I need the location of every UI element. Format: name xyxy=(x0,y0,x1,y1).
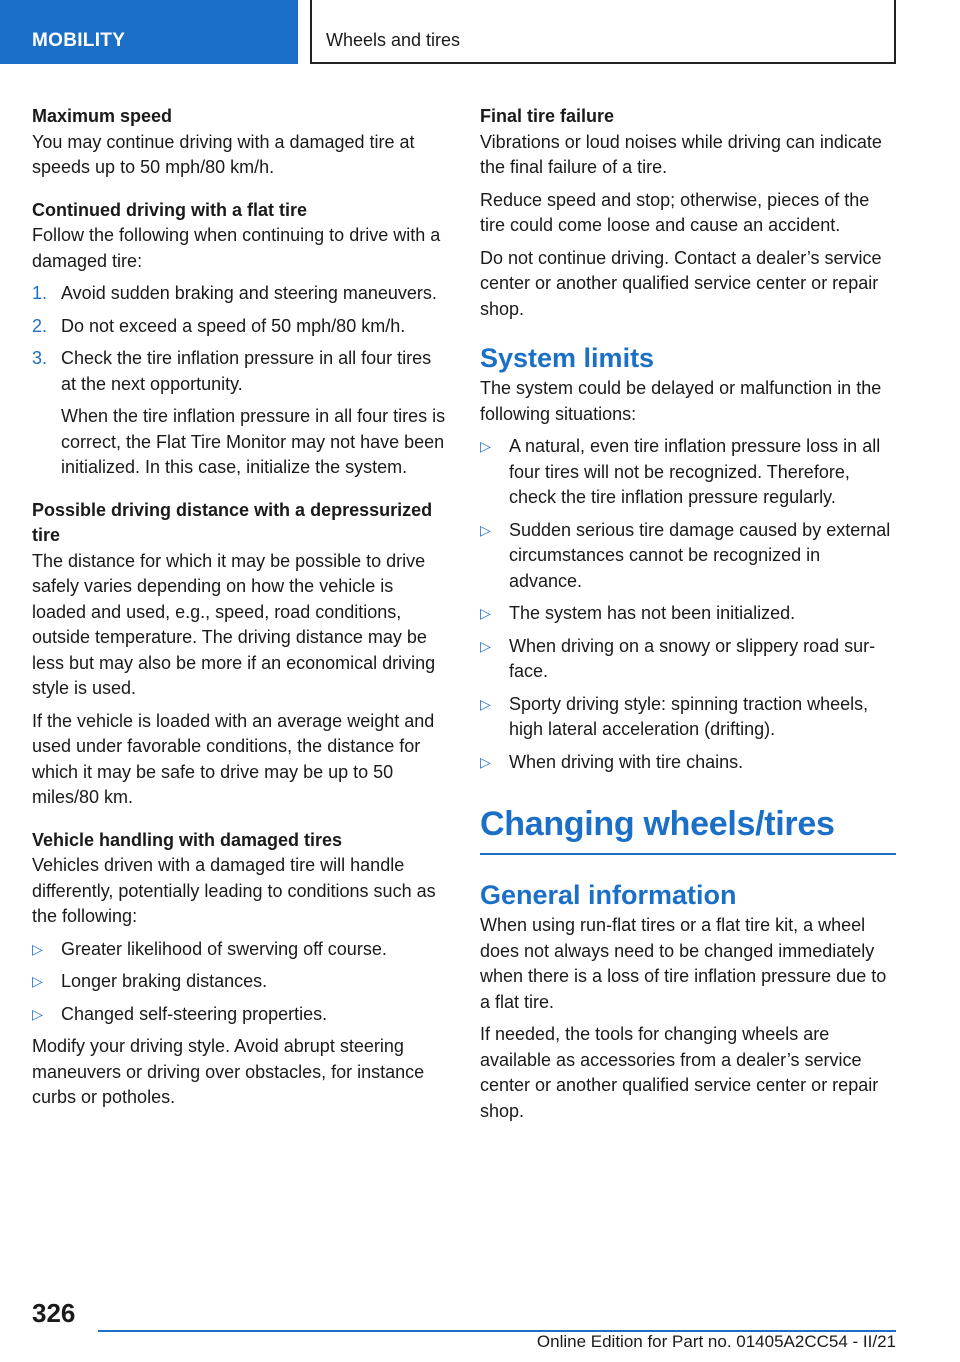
general-information-p1: When using run-flat tires or a flat tire kit, a wheel does not always need to be changed immediately when there is a loss of tire inflation pressure due to a flat tire. xyxy=(480,915,887,1012)
system-limits-intro: The system could be delayed or malfunction in the following situations: xyxy=(480,378,882,424)
footer-edition: Online Edition for Part no. 01405A2CC54 - II/21 xyxy=(536,1332,896,1351)
right-column xyxy=(480,104,896,1131)
page-number: 326 xyxy=(32,1298,76,1328)
system-limits-heading: System limits xyxy=(480,343,655,373)
step-number: 3. xyxy=(32,348,48,368)
left-column xyxy=(32,104,450,1111)
list-item-text: Sporty driving style: spinning traction wheels, high lateral acceleration (drifting). xyxy=(509,693,869,739)
handling-list xyxy=(32,937,450,1028)
final-failure-p2: Reduce speed and stop; otherwise, pieces of the tire could come loose and cause an accident. xyxy=(480,189,870,235)
list-item-text: Changed self-steering properties. xyxy=(61,1003,328,1024)
triangle-bullet-icon: ▷ xyxy=(480,637,491,654)
steps-list xyxy=(32,281,450,397)
general-information-p2: If needed, the tools for changing wheels are available as accessories from a dealer’s service center or another qualified service center or repair shop. xyxy=(480,1024,879,1121)
header-section-label: MOBILITY xyxy=(32,30,126,51)
step-item xyxy=(32,314,450,340)
triangle-bullet-icon: ▷ xyxy=(480,438,491,454)
flat-tire-heading: Continued driving with a flat tire xyxy=(32,199,308,220)
max-speed-text: You may continue driving with a damaged tire at speeds up to 50 mph/80 km/h. xyxy=(32,131,415,177)
list-item xyxy=(32,1002,450,1028)
list-item-text: When driving on a snowy or slippery road surface. xyxy=(509,635,876,681)
handling-heading: Vehicle handling with damaged tires xyxy=(32,829,343,850)
list-item xyxy=(480,750,896,776)
triangle-bullet-icon: ▷ xyxy=(32,940,43,957)
list-item-text: When driving with tire chains. xyxy=(509,751,744,772)
step-text: Check the tire inflation pressure in all four tires at the next opportunity. xyxy=(61,348,432,394)
list-item xyxy=(32,937,450,963)
handling-outro: Modify your driving style. Avoid abrupt steering maneuvers or driving over obstacles, for instance curbs or potholes. xyxy=(32,1036,425,1107)
header-title-box xyxy=(310,0,896,64)
triangle-bullet-icon: ▷ xyxy=(480,753,491,770)
distance-paragraph-2: If the vehicle is loaded with an average weight and used under favorable conditions, the distance for which it may be safe to drive may be up to 50 miles/80 km. xyxy=(32,710,435,807)
distance-paragraph-1: The distance for which it may be possible to drive safely varies depending on how the vehicle is loaded and used, e.g., speed, road conditions, outside temperature. The driving distance may be less but may also be more if an economical driving style is used. xyxy=(32,550,436,698)
step-number: 1. xyxy=(32,283,48,303)
general-information-heading: General information xyxy=(480,880,737,910)
header-title: Wheels and tires xyxy=(326,30,461,50)
max-speed-heading: Maximum speed xyxy=(32,106,173,126)
step-number: 2. xyxy=(32,315,48,336)
system-limits-list xyxy=(480,434,896,775)
triangle-bullet-icon: ▷ xyxy=(32,1005,43,1022)
list-item xyxy=(480,692,896,743)
triangle-bullet-icon: ▷ xyxy=(32,973,43,989)
chapter-heading: Changing wheels/tires xyxy=(480,803,896,855)
triangle-bullet-icon: ▷ xyxy=(480,605,491,621)
final-failure-heading: Final tire failure xyxy=(480,106,615,126)
step-text: Avoid sudden braking and steering maneuvers. xyxy=(61,283,437,303)
list-item-text: Greater likelihood of swerving off course. xyxy=(61,938,387,959)
flat-tire-intro: Follow the following when continuing to drive with a damaged tire: xyxy=(32,225,441,271)
step-item xyxy=(32,281,450,307)
triangle-bullet-icon: ▷ xyxy=(480,521,491,538)
list-item xyxy=(480,634,896,685)
final-failure-p1: Vibrations or loud noises while driving can indicate the final failure of a tire. xyxy=(480,131,882,177)
list-item xyxy=(480,601,896,627)
final-failure-p3: Do not continue driving. Contact a dealer’s service center or another qualified service center or repair shop. xyxy=(480,247,882,319)
list-item-text: Sudden serious tire damage caused by external circumstances cannot be recognized in advance. xyxy=(509,519,891,591)
list-item-text: The system has not been initialized. xyxy=(509,603,796,623)
list-item xyxy=(480,434,896,511)
handling-intro: Vehicles driven with a damaged tire will handle differently, potentially leading to conditions such as the following: xyxy=(32,855,436,926)
step-3-extra: When the tire inflation pressure in all four tires is correct, the Flat Tire Monitor may not have been initialized. In this case, initialize the system. xyxy=(61,406,446,477)
step-item xyxy=(32,346,450,397)
list-item xyxy=(480,518,896,595)
list-item xyxy=(32,969,450,995)
step-text: Do not exceed a speed of 50 mph/80 km/h. xyxy=(61,315,406,336)
list-item-text: A natural, even tire inflation pressure loss in all four tires will not be recognized. Therefore, check the tire inflation pressure regularly. xyxy=(509,436,881,507)
header-section-tab xyxy=(0,0,298,64)
triangle-bullet-icon: ▷ xyxy=(480,695,491,712)
list-item-text: Longer braking distances. xyxy=(61,971,268,991)
distance-heading: Possible driving distance with a depressurized tire xyxy=(32,499,433,545)
